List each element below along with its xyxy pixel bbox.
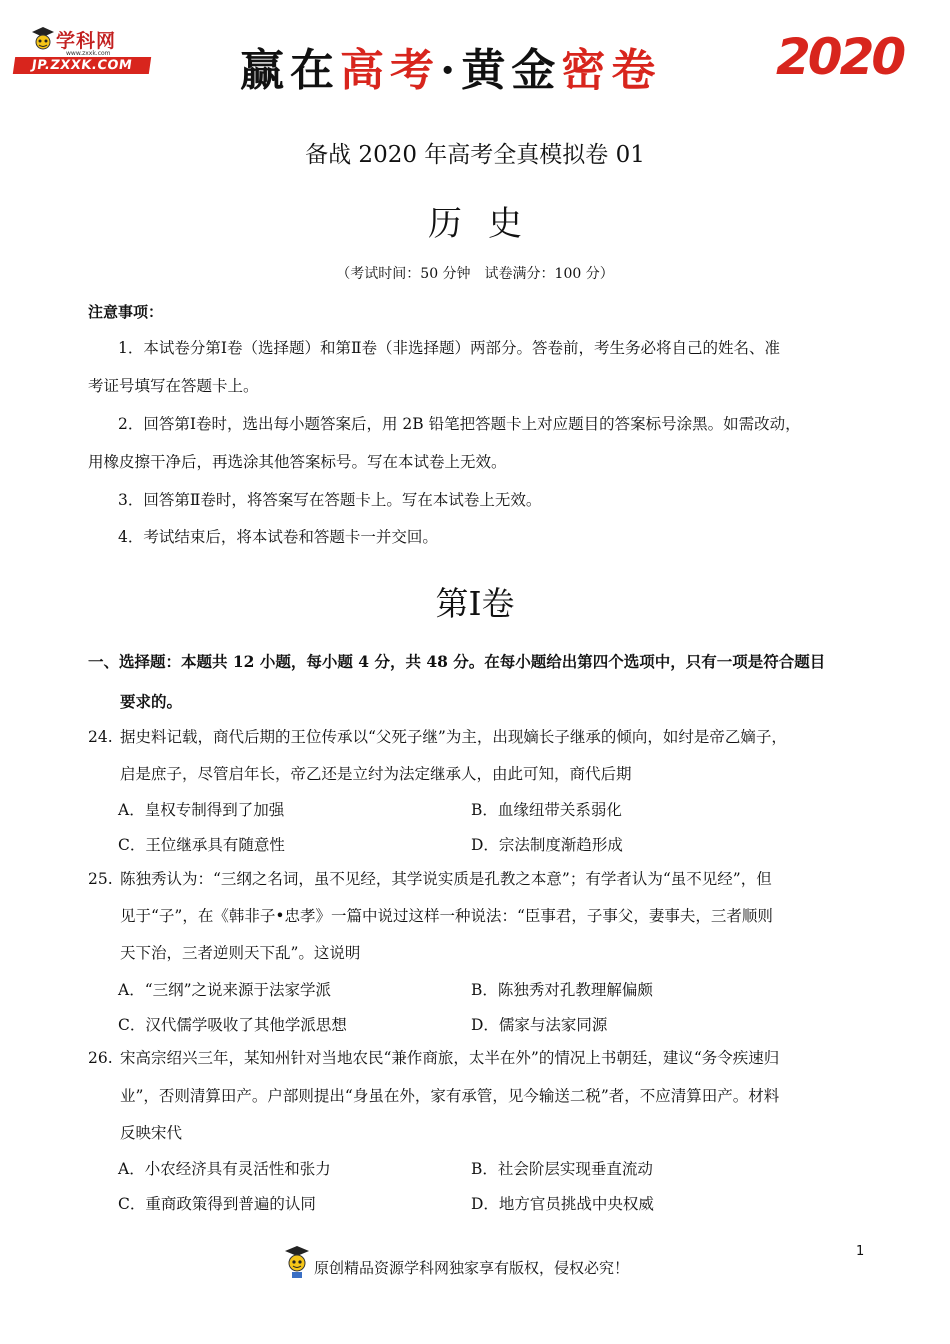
- exam-title: 备战 2020 年高考全真模拟卷 01: [305, 142, 645, 168]
- note-line: 4．考试结束后，将本试卷和答题卡一并交回。: [118, 528, 438, 546]
- footer-mascot-icon: [282, 1244, 312, 1280]
- exam-info: （考试时间：50 分钟 试卷满分：100 分）: [336, 266, 614, 282]
- question-number: 26.: [88, 1049, 113, 1067]
- volume-title: 第Ⅰ卷: [435, 584, 515, 623]
- subject-title: 历史: [428, 204, 548, 244]
- footer-copyright: 原创精品资源学科网独家享有版权，侵权必究！: [314, 1259, 630, 1277]
- option-d: D．宗法制度渐趋形成: [471, 836, 623, 854]
- question-number: 24.: [88, 728, 113, 746]
- question-text: 宋高宗绍兴三年，某知州针对当地农民“兼作商旅，太半在外”的情况上书朝廷，建议“务令疾速归: [120, 1049, 780, 1067]
- question-text: 反映宋代: [120, 1124, 183, 1142]
- site-logo: [14, 26, 152, 76]
- note-line: 2．回答第Ⅰ卷时，选出每小题答案后，用 2B 铅笔把答题卡上对应题目的答案标号涂黑。如需改动，: [118, 415, 801, 433]
- note-line: 用橡皮擦干净后，再选涂其他答案标号。写在本试卷上无效。: [88, 453, 507, 471]
- section-instruction-cont: 要求的。: [120, 692, 183, 711]
- option-d: D．地方官员挑战中央权威: [471, 1195, 654, 1213]
- notes-heading: 注意事项：: [88, 303, 164, 321]
- question-text: 业”，否则清算田产。户部则提出“身虽在外，家有承管，见今输送二税”者，不应清算田产。材料: [120, 1087, 780, 1105]
- question-number: 25.: [88, 870, 113, 888]
- banner-part-1: 赢在: [240, 45, 340, 96]
- option-a: A．小农经济具有灵活性和张力: [118, 1160, 331, 1178]
- year-logo: 2020: [776, 28, 904, 86]
- option-b: B．陈独秀对孔教理解偏颇: [471, 981, 653, 999]
- question-text: 据史料记载，商代后期的王位传承以“父死子继”为主，出现嫡长子继承的倾向，如纣是帝乙嫡子，: [120, 728, 787, 746]
- option-c: C．王位继承具有随意性: [118, 836, 285, 854]
- note-line: 3．回答第Ⅱ卷时，将答案写在答题卡上。写在本试卷上无效。: [118, 491, 542, 509]
- option-b: B．血缘纽带关系弱化: [471, 801, 622, 819]
- question-text: 见于“子”，在《韩非子•忠孝》一篇中说过这样一种说法：“臣事君，子事父，妻事夫，三者顺则: [120, 907, 773, 925]
- option-b: B．社会阶层实现垂直流动: [471, 1160, 653, 1178]
- banner-part-3: 黄金: [461, 45, 562, 96]
- option-c: C．汉代儒学吸收了其他学派思想: [118, 1016, 347, 1034]
- logo-url: JP.ZXXK.COM: [13, 57, 151, 74]
- mascot-icon: [30, 26, 56, 54]
- question-text: 陈独秀认为：“三纲之名词，虽不见经，其学说实质是孔教之本意”；有学者认为“虽不见经”，但: [120, 870, 772, 888]
- note-line: 1．本试卷分第Ⅰ卷（选择题）和第Ⅱ卷（非选择题）两部分。答卷前，考生务必将自己的姓名、准: [118, 339, 781, 357]
- option-c: C．重商政策得到普遍的认同: [118, 1195, 316, 1213]
- note-line: 考证号填写在答题卡上。: [88, 377, 259, 395]
- option-a: A．皇权专制得到了加强: [118, 801, 285, 819]
- logo-domain: www.zxxk.com: [66, 50, 111, 57]
- banner-dot: ·: [440, 45, 462, 96]
- option-a: A．“三纲”之说来源于法家学派: [118, 981, 332, 999]
- logo-name: 学科网: [56, 30, 117, 52]
- question-text: 天下治，三者逆则天下乱”。这说明: [120, 944, 361, 962]
- banner-title: [240, 34, 662, 96]
- banner-part-2: 高考: [340, 45, 440, 96]
- section-instruction: 一、选择题：本题共 12 小题，每小题 4 分，共 48 分。在每小题给出第四个选项中，只有一项是符合题目: [88, 652, 826, 671]
- page-number: 1: [856, 1244, 865, 1259]
- banner-part-4: 密卷: [561, 45, 662, 96]
- question-text: 启是庶子，尽管启年长，帝乙还是立纣为法定继承人，由此可知，商代后期: [120, 765, 632, 783]
- option-d: D．儒家与法家同源: [471, 1016, 608, 1034]
